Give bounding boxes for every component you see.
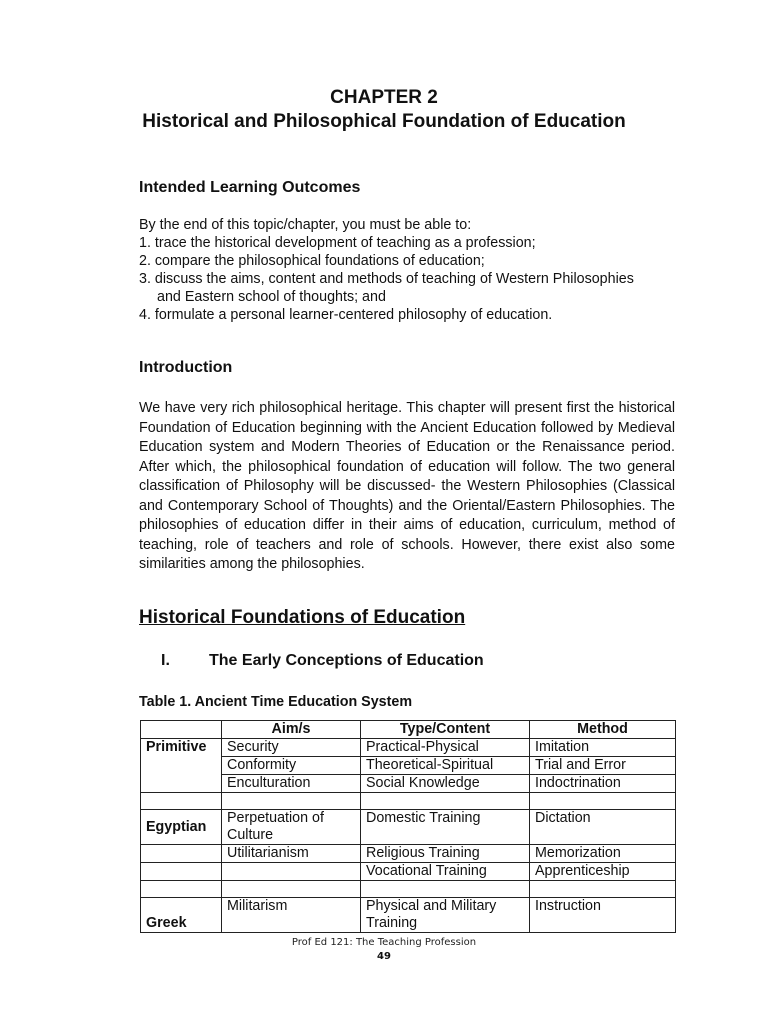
table-row [141,757,676,775]
learning-outcome-item: 4. formulate a personal learner-centered philosophy of education. [139,307,553,323]
table-header-cell: Aim/s [222,721,361,739]
chapter-title: Historical and Philosophical Foundation of Education [142,111,626,132]
row-label-greek: Greek [141,898,222,933]
table-row [141,898,676,933]
learning-outcome-item: 2. compare the philosophical foundations of education; [139,253,485,269]
page-number: 49 [377,951,391,962]
table-caption: Table 1. Ancient Time Education System [139,694,413,710]
table-spacer-row [141,881,676,898]
table-cell [222,863,361,881]
table-cell: Dictation [530,810,676,845]
table-cell: Indoctrination [530,775,676,793]
table-cell: Imitation [530,739,676,757]
table-cell: Domestic Training [361,810,530,845]
learning-outcome-item: 3. discuss the aims, content and methods of teaching of Western Philosophies [139,271,634,287]
table-cell: Practical-Physical [361,739,530,757]
learning-outcome-item: 1. trace the historical development of teaching as a profession; [139,235,536,251]
footer-course: Prof Ed 121: The Teaching Profession [291,937,477,948]
chapter-number: CHAPTER 2 [330,87,438,108]
introduction-paragraph: We have very rich philosophical heritage. This chapter will present first the historical Foundation of Education beginning with the Ancient Education followed by Medieval Education system and Modern Theories of Education or the Renaissance period. After which, the philosophical foundation of education will follow. The two general classification of Philosophy will be discussed- the Western Philosophies (Classical and Contemporary School of Thoughts) and the Oriental/Eastern Philosophies. The philosophies of education differ in their aims of education, curriculum, method of teaching, role of teachers and role of schools. However, there exist also some similarities among the philosophies. [139,400,675,572]
ancient-education-table [140,720,676,933]
table-cell: Theoretical-Spiritual [361,757,530,775]
table-header-cell: Type/Content [361,721,530,739]
historical-foundations-heading: Historical Foundations of Education [139,607,466,628]
cell-line: Perpetuation of [227,810,324,826]
table-row [141,775,676,793]
table-row [141,739,676,757]
table-header-cell: Method [530,721,676,739]
table-cell: Instruction [530,898,676,933]
learning-outcomes-heading: Intended Learning Outcomes [139,179,361,196]
section-title: The Early Conceptions of Education [209,652,484,669]
table-header-row [141,721,676,739]
table-cell [361,898,530,933]
cell-line: Physical and Military [366,898,497,914]
table-cell: Militarism [222,898,361,933]
row-label-primitive: Primitive [141,739,222,793]
table-header-cell [141,721,222,739]
section-number: I. [161,652,170,669]
learning-outcome-item-continuation: and Eastern school of thoughts; and [157,289,386,305]
table-row [141,845,676,863]
learning-outcomes-intro: By the end of this topic/chapter, you must be able to: [139,217,472,233]
cell-line: Training [366,915,418,931]
table-cell: Vocational Training [361,863,530,881]
introduction-heading: Introduction [139,359,233,376]
table-row [141,810,676,845]
table-cell: Conformity [222,757,361,775]
table-cell: Security [222,739,361,757]
table-cell: Trial and Error [530,757,676,775]
table-cell: Social Knowledge [361,775,530,793]
table-spacer-row [141,793,676,810]
table-cell [222,810,361,845]
table-cell: Enculturation [222,775,361,793]
row-label-egyptian: Egyptian [141,810,222,845]
learning-outcomes-list [139,234,679,324]
table-cell: Apprenticeship [530,863,676,881]
table-cell: Religious Training [361,845,530,863]
table-cell: Memorization [530,845,676,863]
table-row [141,863,676,881]
table-cell: Utilitarianism [222,845,361,863]
cell-line: Culture [227,827,274,843]
